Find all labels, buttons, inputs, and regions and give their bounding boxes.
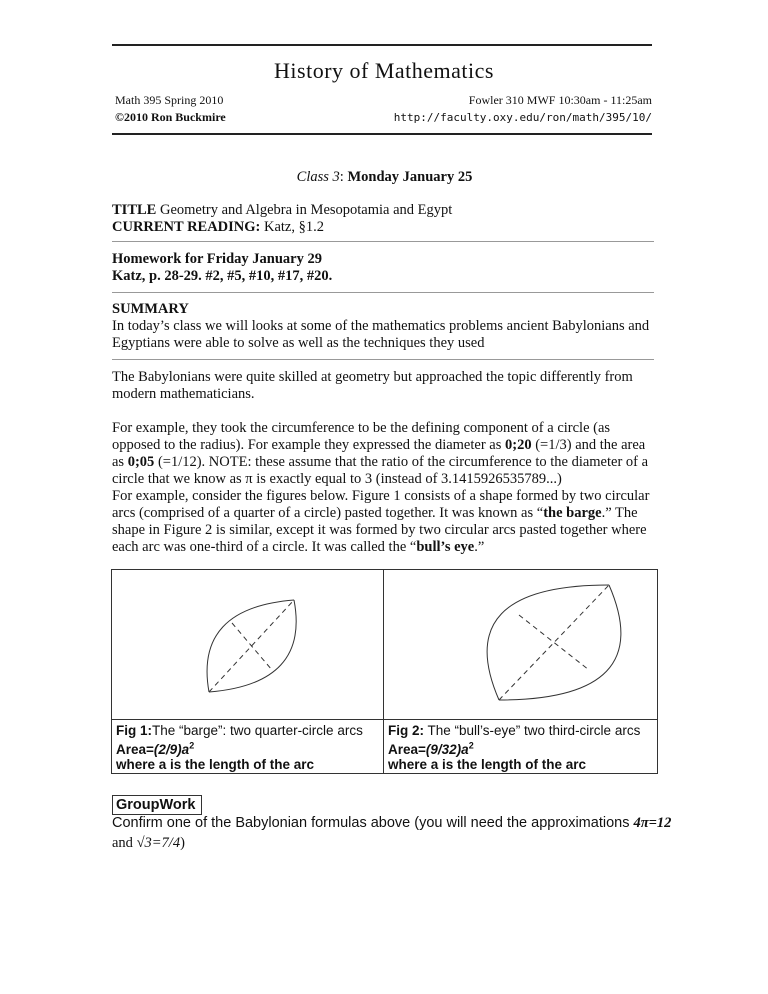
fig1-area-exponent: 2	[189, 740, 195, 750]
summary-block	[112, 301, 657, 352]
header-top-rule	[112, 44, 652, 46]
divider	[112, 359, 654, 360]
bulls-eye-short-axis	[519, 615, 589, 670]
pi-approximation: 4π=12	[633, 815, 672, 831]
summary-heading: SUMMARY	[112, 301, 189, 317]
fig2-label: Fig 2:	[388, 723, 424, 738]
course-url: http://faculty.oxy.edu/ron/math/395/10/	[393, 111, 652, 124]
homework-due: Homework for Friday January 29	[112, 251, 322, 267]
summary-text: In today’s class we will looks at some of the mathematics problems ancient Babylonians and Egyptians were able to solve as well as the techniques they used	[112, 318, 650, 351]
p3-text: .” The shape in Figure 2 is similar, except it was formed by two circular arcs pasted together where each arc was one-third of a circle. It was called the “	[112, 505, 647, 555]
paragraph-1: The Babylonians were quite skilled at geometry but approached the topic differently from modern mathematicians.	[112, 369, 633, 402]
class-sep: :	[339, 169, 348, 185]
header-course-info	[115, 92, 226, 126]
reading-text: Katz, §1.2	[260, 219, 324, 235]
sqrt3-approximation: √3=7/4	[136, 835, 181, 851]
fig1-area-label: Area=	[116, 741, 154, 757]
reading-line	[112, 219, 657, 236]
groupwork-and: and	[112, 835, 137, 851]
copyright-label: ©2010 Ron Buckmire	[115, 110, 226, 124]
p2-text: For example, they took the circumference to be the defining component of a circle (as opposed to the radius). For example they expressed the diameter as	[112, 420, 611, 453]
divider	[112, 292, 654, 293]
p3-bulls-eye: bull’s eye	[416, 539, 475, 555]
location-time-label: Fowler 310 MWF 10:30am - 11:25am	[468, 93, 652, 107]
groupwork-text	[112, 813, 682, 853]
bulls-eye-long-axis	[499, 585, 609, 700]
fig2-caption	[388, 723, 656, 772]
p2-text: (=1/3) and the area as	[112, 437, 646, 470]
fig1-caption-text: The “barge”: two quarter-circle arcs	[152, 723, 363, 738]
course-label: Math 395 Spring 2010	[115, 93, 224, 107]
fig2-area-exponent: 2	[468, 740, 474, 750]
paragraph-2	[112, 420, 657, 488]
paragraph-3	[112, 488, 657, 556]
fig2-note: where a is the length of the arc	[388, 756, 587, 772]
class-number: Class 3	[296, 169, 340, 185]
homework-problems: Katz, p. 28-29. #2, #5, #10, #17, #20.	[112, 268, 333, 284]
class-date: Monday January 25	[347, 169, 473, 185]
barge-figure	[112, 570, 383, 718]
figures-table	[111, 569, 658, 774]
header-title: History of Mathematics	[274, 58, 494, 83]
table-row-divider	[112, 719, 657, 720]
divider	[112, 241, 654, 242]
p2-area: 0;05	[127, 454, 155, 470]
groupwork-instructions: Confirm one of the Babylonian formulas above (you will need the approximations	[112, 815, 634, 831]
class-line	[112, 169, 657, 186]
fig1-caption	[116, 723, 381, 772]
p3-barge: the barge	[543, 505, 602, 521]
header-schedule-info	[394, 92, 652, 126]
homework-block	[112, 251, 657, 285]
fig1-label: Fig 1:	[116, 723, 152, 738]
title-text: Geometry and Algebra in Mesopotamia and Egypt	[156, 202, 453, 218]
title-block	[112, 202, 657, 236]
p2-diameter: 0;20	[505, 437, 532, 453]
fig2-caption-text: The “bull’s-eye” two third-circle arcs	[424, 723, 641, 738]
header-bottom-rule	[112, 133, 652, 135]
fig2-area-formula: (9/32)a	[425, 741, 469, 757]
groupwork-end: )	[180, 835, 185, 851]
p3-text: .”	[474, 539, 485, 555]
fig2-area-label: Area=	[388, 741, 426, 757]
reading-label: CURRENT READING:	[112, 219, 261, 235]
fig1-note: where a is the length of the arc	[116, 756, 315, 772]
p3-text: For example, consider the figures below. Figure 1 consists of a shape formed by two circular arcs (comprised of a quarter of a circle) pasted together. It was known as “	[112, 488, 650, 521]
title-label: TITLE	[112, 202, 157, 218]
bulls-eye-figure	[384, 570, 657, 718]
p2-text: (=1/12). NOTE: these assume that the ratio of the circumference to the diameter of a circle that we know as π is exactly equal to 3 (instead of 3.1415926535789...)	[112, 454, 649, 487]
barge-arc-left	[207, 600, 294, 692]
groupwork-label: GroupWork	[112, 795, 202, 815]
fig1-area-formula: (2/9)a	[153, 741, 190, 757]
title-line	[112, 202, 657, 219]
